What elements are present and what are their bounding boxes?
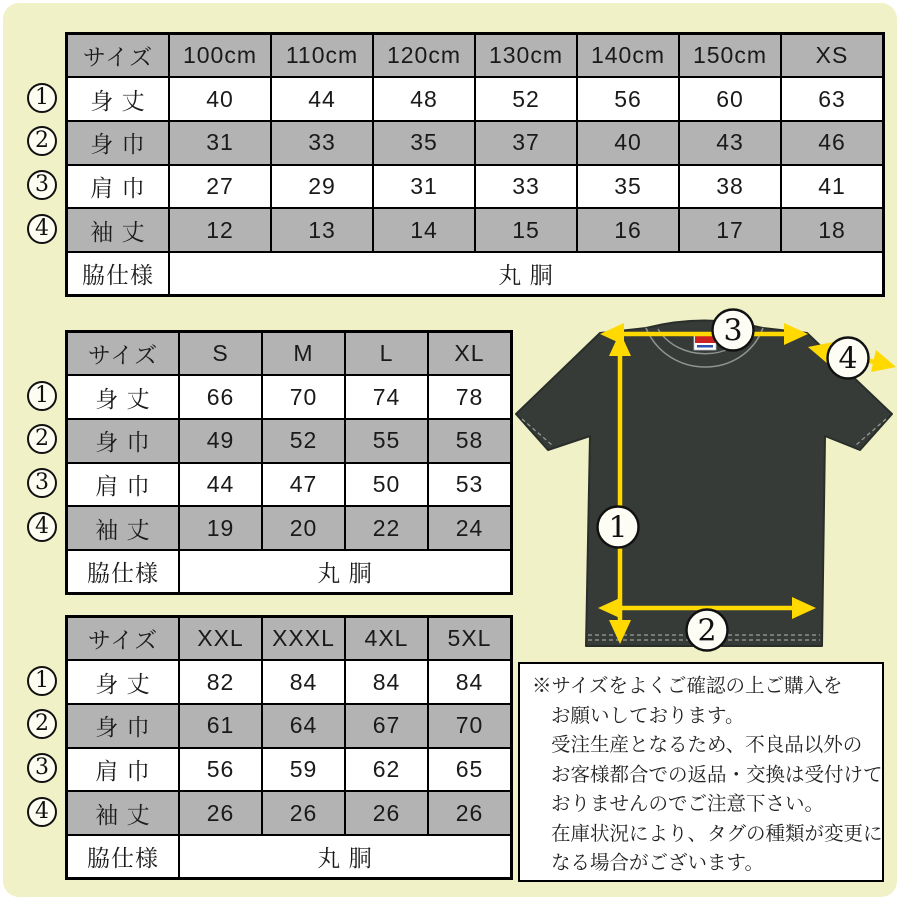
measure-value-cell: 64	[262, 704, 345, 748]
measure-value-cell: 33	[475, 165, 577, 209]
measure-value-cell: 59	[262, 748, 345, 792]
size-column-header: XS	[781, 34, 884, 78]
measure-row-label: 肩 巾	[67, 165, 170, 209]
size-header-label: サイズ	[67, 332, 180, 376]
measure-value-cell: 58	[428, 419, 512, 463]
measure-value-cell: 40	[169, 77, 271, 121]
measure-value-cell: 35	[373, 121, 475, 165]
measure-value-cell: 62	[345, 748, 428, 792]
size-column-header: 4XL	[345, 617, 428, 661]
measure-value-cell: 66	[179, 375, 262, 419]
shirt-marker-circle-4	[828, 338, 869, 379]
shirt-marker-circle-3	[713, 310, 754, 351]
side-spec-value: 丸 胴	[179, 835, 512, 879]
measure-value-cell: 20	[262, 506, 345, 550]
measure-value-cell: 40	[577, 121, 679, 165]
measure-value-cell: 47	[262, 463, 345, 507]
measure-value-cell: 70	[428, 704, 512, 748]
size-table-kids-block	[21, 32, 885, 297]
measure-value-cell: 65	[428, 748, 512, 792]
row-marker-circle-3: 3	[27, 170, 57, 200]
measure-value-cell: 52	[262, 419, 345, 463]
size-header-label: サイズ	[67, 617, 180, 661]
measure-row-label: 袖 丈	[67, 506, 180, 550]
row-marker-circle-1: 1	[27, 83, 57, 113]
purchase-note-line: なる場合がございます。	[551, 852, 764, 874]
side-spec-label: 脇仕様	[67, 252, 170, 296]
measure-row-label: 身 巾	[67, 704, 180, 748]
measure-value-cell: 38	[679, 165, 781, 209]
measure-value-cell: 35	[577, 165, 679, 209]
measure-value-cell: 31	[373, 165, 475, 209]
measure-value-cell: 16	[577, 208, 679, 252]
size-column-header: 120cm	[373, 34, 475, 78]
measure-value-cell: 53	[428, 463, 512, 507]
measure-value-cell: 44	[179, 463, 262, 507]
measure-value-cell: 26	[345, 791, 428, 835]
size-column-header: XXL	[179, 617, 262, 661]
side-spec-label: 脇仕様	[67, 550, 180, 594]
measure-value-cell: 61	[179, 704, 262, 748]
measure-value-cell: 82	[179, 660, 262, 704]
measure-value-cell: 26	[428, 791, 512, 835]
size-column-header: 100cm	[169, 34, 271, 78]
measure-value-cell: 60	[679, 77, 781, 121]
purchase-note-line: お願いしております。	[551, 704, 745, 727]
measure-value-cell: 13	[271, 208, 373, 252]
size-column-header: 130cm	[475, 34, 577, 78]
purchase-note-line: ※サイズをよくご確認の上ご購入を	[532, 675, 843, 697]
measure-row-label: 袖 丈	[67, 791, 180, 835]
purchase-note-line: お客様都合での返品・交換は受付けて	[551, 763, 883, 786]
row-marker-circle-2: 2	[27, 709, 57, 739]
measure-row-label: 身 丈	[67, 77, 170, 121]
purchase-note-line: おりませんのでご注意下さい。	[551, 793, 825, 815]
measure-value-cell: 17	[679, 208, 781, 252]
size-column-header: S	[179, 332, 262, 376]
size-table-kids	[65, 32, 885, 297]
svg-text:4: 4	[838, 341, 858, 377]
side-spec-value: 丸 胴	[179, 550, 512, 594]
tshirt-illustration	[508, 308, 900, 660]
measure-value-cell: 27	[169, 165, 271, 209]
row-marker-circle-4: 4	[27, 214, 57, 244]
size-column-header: 5XL	[428, 617, 512, 661]
measure-row-label: 身 巾	[67, 419, 180, 463]
shirt-marker-circle-2	[687, 610, 728, 651]
svg-text:2: 2	[697, 613, 717, 649]
measure-value-cell: 49	[179, 419, 262, 463]
measure-row-label: 身 丈	[67, 660, 180, 704]
size-column-header: XL	[428, 332, 512, 376]
measure-row-label: 身 丈	[67, 375, 180, 419]
measure-value-cell: 37	[475, 121, 577, 165]
size-column-header: XXXL	[262, 617, 345, 661]
svg-text:3: 3	[723, 313, 743, 349]
shirt-marker-circle-1	[598, 507, 639, 548]
measure-value-cell: 43	[679, 121, 781, 165]
row-marker-circle-3: 3	[27, 468, 57, 498]
measure-value-cell: 26	[179, 791, 262, 835]
measure-value-cell: 14	[373, 208, 475, 252]
measure-value-cell: 41	[781, 165, 884, 209]
measure-value-cell: 29	[271, 165, 373, 209]
size-column-header: L	[345, 332, 428, 376]
measure-value-cell: 31	[169, 121, 271, 165]
measure-value-cell: 12	[169, 208, 271, 252]
row-marker-circle-4: 4	[27, 797, 57, 827]
measure-value-cell: 50	[345, 463, 428, 507]
measure-value-cell: 15	[475, 208, 577, 252]
purchase-note-box	[518, 662, 884, 882]
row-marker-circle-3: 3	[27, 753, 57, 783]
row-marker-circle-2: 2	[27, 126, 57, 156]
measure-row-label: 肩 巾	[67, 748, 180, 792]
measure-value-cell: 52	[475, 77, 577, 121]
measure-value-cell: 26	[262, 791, 345, 835]
side-spec-label: 脇仕様	[67, 835, 180, 879]
measure-value-cell: 24	[428, 506, 512, 550]
purchase-note-line: 在庫状況により、タグの種類が変更に	[551, 822, 883, 845]
measure-value-cell: 63	[781, 77, 884, 121]
measure-value-cell: 46	[781, 121, 884, 165]
measure-value-cell: 67	[345, 704, 428, 748]
measure-row-label: 袖 丈	[67, 208, 170, 252]
measure-value-cell: 74	[345, 375, 428, 419]
measure-value-cell: 19	[179, 506, 262, 550]
side-spec-value: 丸 胴	[169, 252, 884, 296]
size-column-header: M	[262, 332, 345, 376]
size-header-label: サイズ	[67, 34, 170, 78]
size-table-s-xl	[65, 330, 513, 595]
size-table-s-xl-block	[21, 330, 513, 595]
measure-row-label: 身 巾	[67, 121, 170, 165]
svg-text:1: 1	[608, 510, 628, 546]
tshirt-measurement-diagram	[508, 308, 900, 660]
measure-value-cell: 55	[345, 419, 428, 463]
measure-value-cell: 56	[577, 77, 679, 121]
size-column-header: 140cm	[577, 34, 679, 78]
size-column-header: 110cm	[271, 34, 373, 78]
measure-value-cell: 33	[271, 121, 373, 165]
measure-value-cell: 56	[179, 748, 262, 792]
row-marker-circle-2: 2	[27, 424, 57, 454]
size-column-header: 150cm	[679, 34, 781, 78]
measure-value-cell: 48	[373, 77, 475, 121]
row-marker-circle-4: 4	[27, 512, 57, 542]
size-table-xxl-5xl-block	[21, 615, 513, 880]
measure-value-cell: 44	[271, 77, 373, 121]
measure-value-cell: 22	[345, 506, 428, 550]
measure-row-label: 肩 巾	[67, 463, 180, 507]
measure-value-cell: 18	[781, 208, 884, 252]
measure-value-cell: 84	[262, 660, 345, 704]
measure-value-cell: 70	[262, 375, 345, 419]
purchase-note-line: 受注生産となるため、不良品以外の	[551, 734, 863, 756]
size-table-xxl-5xl	[65, 615, 513, 880]
measure-value-cell: 78	[428, 375, 512, 419]
measure-value-cell: 84	[428, 660, 512, 704]
measure-value-cell: 84	[345, 660, 428, 704]
row-marker-circle-1: 1	[27, 381, 57, 411]
row-marker-circle-1: 1	[27, 666, 57, 696]
